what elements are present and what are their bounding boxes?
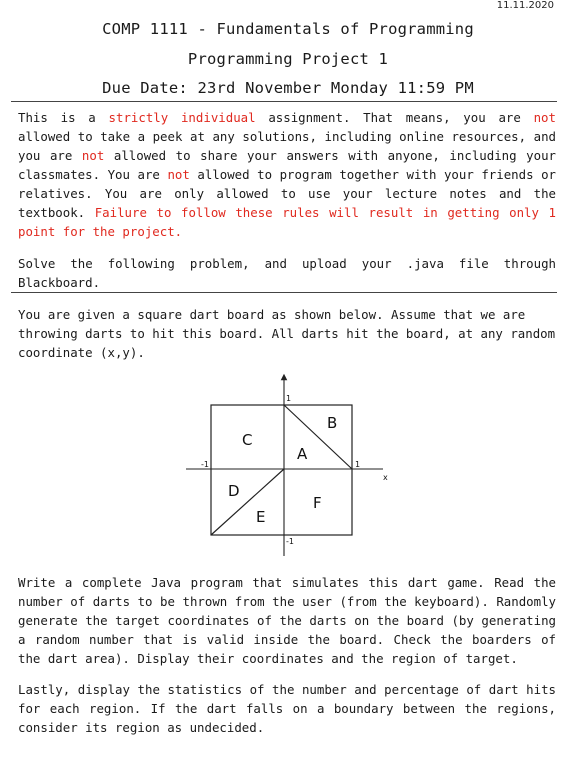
instruction-paragraph: Solve the following problem, and upload your .java file through Blackboard. bbox=[18, 256, 556, 290]
x-axis-label: x bbox=[383, 473, 388, 482]
rules-text: allowed to program together with your friends or relatives. You are only allowed to use your lecture notes and the textbook. bbox=[18, 167, 556, 220]
course-title: COMP 1111 - Fundamentals of Programming bbox=[102, 20, 474, 38]
y-tick-bottom: -1 bbox=[286, 537, 294, 546]
due-date: Due Date: 23rd November Monday 11:59 PM bbox=[102, 79, 474, 97]
region-c-label: C bbox=[242, 431, 253, 449]
rules-paragraph bbox=[18, 108, 556, 241]
rules-emphasis: not bbox=[81, 148, 105, 163]
region-a-label: A bbox=[297, 445, 308, 463]
diagonal-upper bbox=[284, 405, 352, 469]
rules-warning: Failure to follow these rules will result in getting only 1 point for the project. bbox=[18, 205, 556, 239]
rules-text: assignment. That means, you are bbox=[255, 110, 534, 125]
region-f-label: F bbox=[313, 494, 322, 512]
rules-emphasis: not bbox=[533, 110, 556, 125]
diagonal-lower bbox=[211, 469, 284, 535]
task-paragraph: Write a complete Java program that simulates this dart game. Read the number of darts to be thrown from the user (from the keyboard). Randomly generate the target coordinates of the darts on the board (by generating a random number that is valid inside the board. Check the boarders of the dart area). Display their coordinates and the region of target. bbox=[18, 575, 556, 666]
rules-text: allowed to take a peek at any solutions, including online resources, and you are bbox=[18, 129, 556, 163]
rules-emphasis: strictly individual bbox=[108, 110, 256, 125]
project-title: Programming Project 1 bbox=[187, 50, 389, 68]
x-tick-right: 1 bbox=[355, 460, 361, 469]
region-e-label: E bbox=[256, 508, 266, 526]
instruction-divider bbox=[11, 292, 557, 293]
region-d-label: D bbox=[228, 482, 240, 500]
y-tick-top: 1 bbox=[286, 394, 292, 403]
statistics-paragraph: Lastly, display the statistics of the number and percentage of dart hits for each region. If the dart falls on a boundary between the regions, consider its region as undecided. bbox=[18, 682, 556, 735]
dart-board-diagram bbox=[180, 372, 400, 562]
document-date: 11.11.2020 bbox=[496, 0, 554, 11]
rules-emphasis: not bbox=[167, 167, 190, 182]
region-b-label: B bbox=[327, 414, 338, 432]
rules-text: This is a bbox=[18, 110, 109, 125]
rules-text: allowed to share your answers with anyone, including your classmates. You are bbox=[18, 148, 556, 182]
problem-paragraph: You are given a square dart board as shown below. Assume that we are throwing darts to hit this board. All darts hit the board, at any random coordinate (x,y). bbox=[18, 307, 556, 360]
header-divider bbox=[11, 101, 557, 102]
x-tick-left: -1 bbox=[201, 460, 209, 469]
